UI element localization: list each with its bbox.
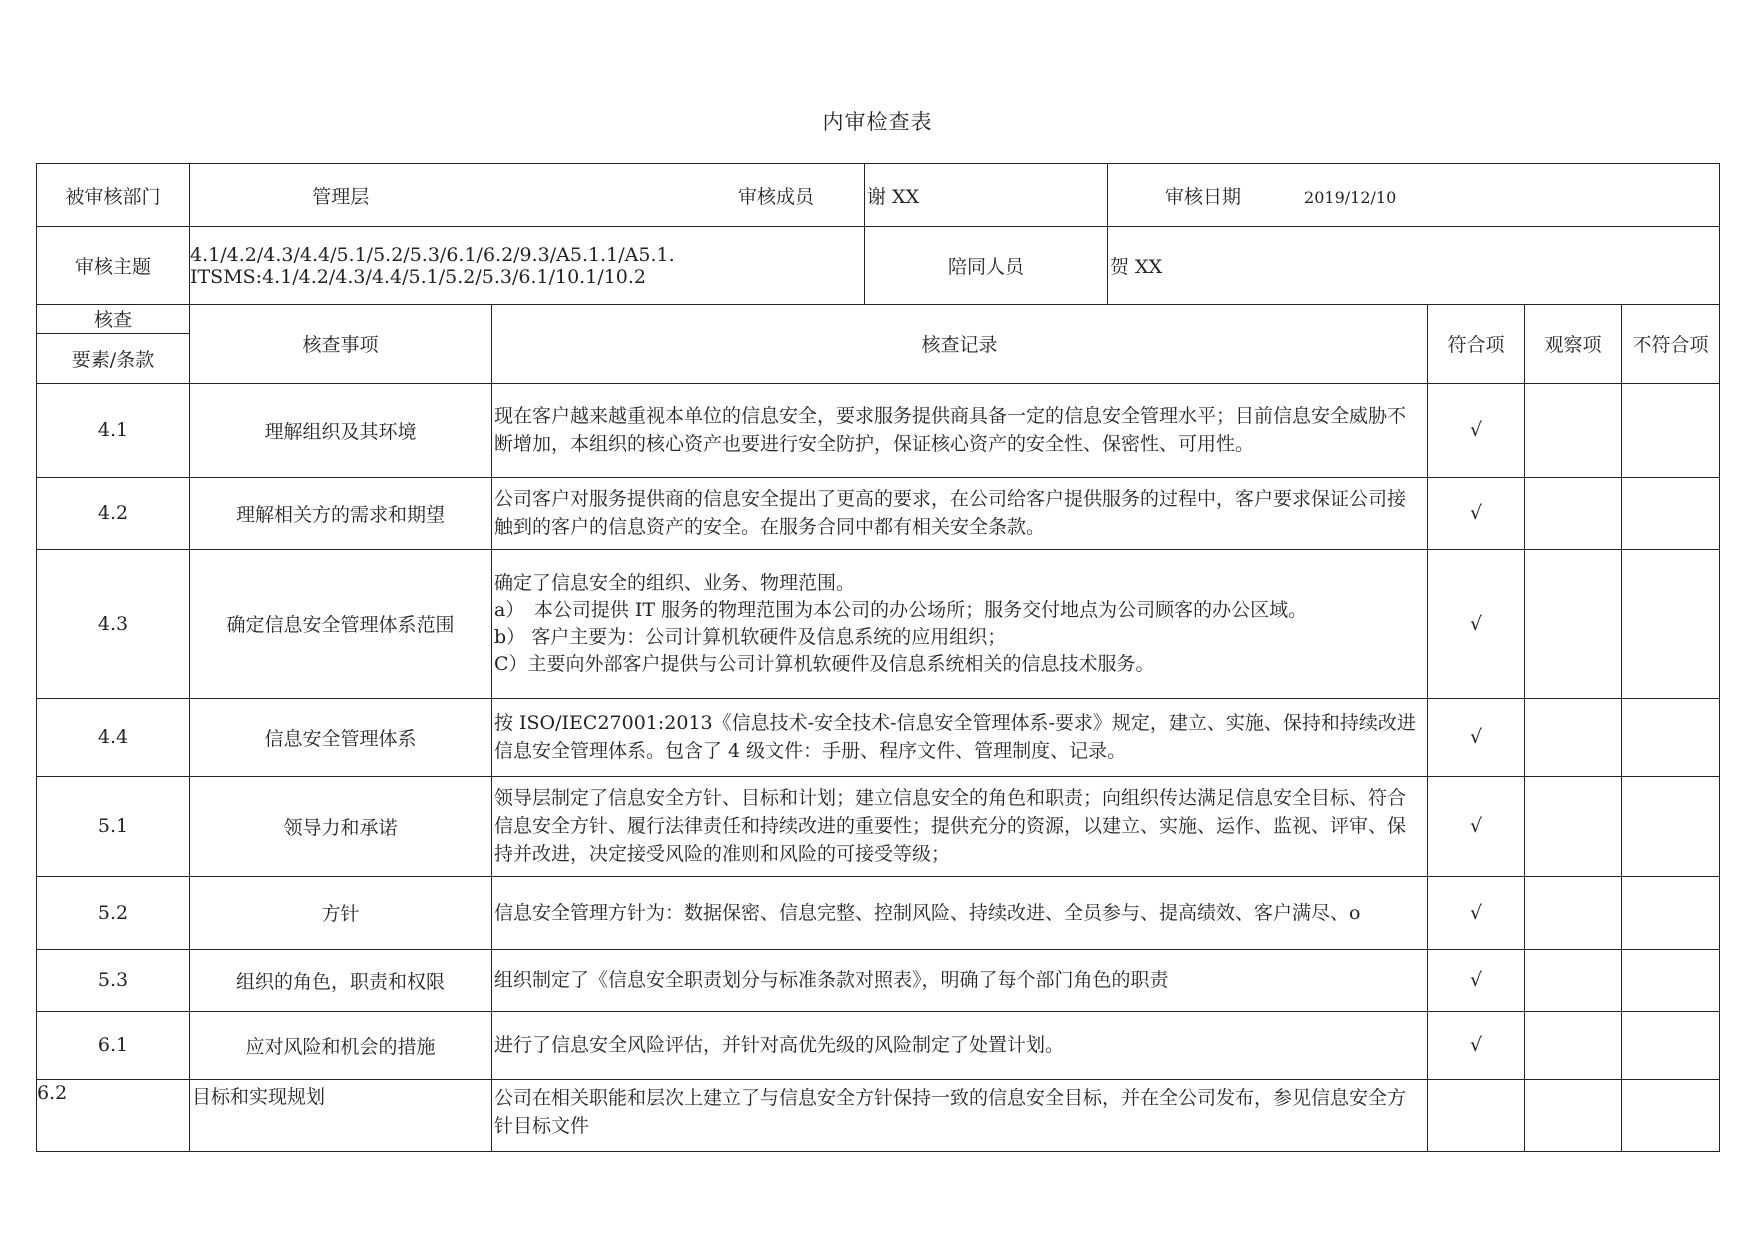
topic-line-2: ITSMS:4.1/4.2/4.3/4.4/5.1/5.2/5.3/6.1/10.1/10.2 bbox=[190, 265, 647, 288]
record-line: 确定了信息安全的组织、业务、物理范围。 bbox=[494, 571, 856, 594]
companion-label: 陪同人员 bbox=[865, 227, 1108, 305]
nonconform-cell bbox=[1622, 549, 1720, 698]
dept-value: 管理层 bbox=[312, 185, 370, 208]
record-cell bbox=[492, 549, 1428, 698]
record-cell: 公司在相关职能和层次上建立了与信息安全方针保持一致的信息安全目标，并在全公司发布，参见信息安全方针目标文件 bbox=[492, 1079, 1428, 1151]
conform-check: √ bbox=[1428, 698, 1525, 776]
conform-check: √ bbox=[1428, 949, 1525, 1011]
record-cell: 按 ISO/IEC27001:2013《信息技术-安全技术-信息安全管理体系-要求》规定，建立、实施、保持和持续改进信息安全管理体系。包含了 4 级文件：手册、程序文件、管理制度、记录。 bbox=[492, 698, 1428, 776]
member-value: 谢 XX bbox=[865, 164, 1108, 227]
checklist-table bbox=[36, 305, 1720, 1152]
conform-check: √ bbox=[1428, 776, 1525, 876]
table-row bbox=[37, 1011, 1720, 1079]
item-cell: 应对风险和机会的措施 bbox=[190, 1011, 492, 1079]
col-nonconform: 不符合项 bbox=[1622, 305, 1720, 383]
observe-cell bbox=[1525, 949, 1622, 1011]
record-cell: 现在客户越来越重视本单位的信息安全，要求服务提供商具备一定的信息安全管理水平；目前信息安全威胁不断增加，本组织的核心资产也要进行安全防护，保证核心资产的安全性、保密性、可用性。 bbox=[492, 383, 1428, 477]
clause-cell: 4.3 bbox=[37, 549, 190, 698]
topic-line-1: 4.1/4.2/4.3/4.4/5.1/5.2/5.3/6.1/6.2/9.3/A5.1.1/A5.1. bbox=[190, 243, 675, 266]
date-label: 审核日期 bbox=[1164, 185, 1241, 208]
nonconform-cell bbox=[1622, 477, 1720, 549]
topic-label: 审核主题 bbox=[37, 227, 190, 305]
item-cell: 目标和实现规划 bbox=[190, 1079, 492, 1151]
item-cell: 确定信息安全管理体系范围 bbox=[190, 549, 492, 698]
nonconform-cell bbox=[1622, 949, 1720, 1011]
item-cell: 信息安全管理体系 bbox=[190, 698, 492, 776]
conform-check: √ bbox=[1428, 383, 1525, 477]
observe-cell bbox=[1525, 477, 1622, 549]
conform-check: √ bbox=[1428, 1011, 1525, 1079]
date-cell bbox=[1108, 164, 1720, 227]
item-cell: 理解相关方的需求和期望 bbox=[190, 477, 492, 549]
clause-cell: 5.1 bbox=[37, 776, 190, 876]
companion-value: 贺 XX bbox=[1108, 227, 1720, 305]
observe-cell bbox=[1525, 383, 1622, 477]
conform-check: √ bbox=[1428, 477, 1525, 549]
observe-cell bbox=[1525, 776, 1622, 876]
observe-cell bbox=[1525, 1079, 1622, 1151]
record-cell: 公司客户对服务提供商的信息安全提出了更高的要求，在公司给客户提供服务的过程中，客户要求保证公司接触到的客户的信息资产的安全。在服务合同中都有相关安全条款。 bbox=[492, 477, 1428, 549]
table-row bbox=[37, 698, 1720, 776]
clause-cell: 6.2 bbox=[37, 1079, 190, 1151]
table-row bbox=[37, 383, 1720, 477]
header-table bbox=[36, 163, 1720, 305]
date-value: 2019/12/10 bbox=[1304, 187, 1397, 207]
conform-check bbox=[1428, 1079, 1525, 1151]
record-cell: 领导层制定了信息安全方针、目标和计划；建立信息安全的角色和职责；向组织传达满足信息安全目标、符合信息安全方针、履行法律责任和持续改进的重要性；提供充分的资源，以建立、实施、运作、监视、评审、保持并改进，决定接受风险的准则和风险的可接受等级； bbox=[492, 776, 1428, 876]
item-cell: 方针 bbox=[190, 876, 492, 949]
record-cell: 组织制定了《信息安全职责划分与标准条款对照表》，明确了每个部门角色的职责 bbox=[492, 949, 1428, 1011]
item-cell: 领导力和承诺 bbox=[190, 776, 492, 876]
page-title: 内审检查表 bbox=[822, 110, 933, 134]
conform-check: √ bbox=[1428, 549, 1525, 698]
topic-value bbox=[190, 227, 865, 305]
table-row bbox=[37, 549, 1720, 698]
table-row bbox=[37, 949, 1720, 1011]
item-cell: 组织的角色，职责和权限 bbox=[190, 949, 492, 1011]
audit-sheet bbox=[36, 163, 1719, 1152]
col-item: 核查事项 bbox=[190, 305, 492, 383]
table-row bbox=[37, 776, 1720, 876]
table-row bbox=[37, 477, 1720, 549]
clause-cell: 5.2 bbox=[37, 876, 190, 949]
record-line: C）主要向外部客户提供与公司计算机软硬件及信息系统相关的信息技术服务。 bbox=[494, 652, 1155, 675]
nonconform-cell bbox=[1622, 876, 1720, 949]
nonconform-cell bbox=[1622, 776, 1720, 876]
dept-label: 被审核部门 bbox=[37, 164, 190, 227]
conform-check: √ bbox=[1428, 876, 1525, 949]
observe-cell bbox=[1525, 698, 1622, 776]
nonconform-cell bbox=[1622, 1079, 1720, 1151]
observe-cell bbox=[1525, 1011, 1622, 1079]
nonconform-cell bbox=[1622, 383, 1720, 477]
item-cell: 理解组织及其环境 bbox=[190, 383, 492, 477]
clause-cell: 4.2 bbox=[37, 477, 190, 549]
col-clause-top: 核查 bbox=[37, 305, 190, 333]
clause-cell: 4.1 bbox=[37, 383, 190, 477]
dept-cell bbox=[190, 164, 865, 227]
nonconform-cell bbox=[1622, 698, 1720, 776]
record-cell: 信息安全管理方针为：数据保密、信息完整、控制风险、持续改进、全员参与、提高绩效、客户满尽、o bbox=[492, 876, 1428, 949]
col-conform: 符合项 bbox=[1428, 305, 1525, 383]
table-row bbox=[37, 876, 1720, 949]
member-label: 审核成员 bbox=[737, 185, 814, 208]
col-clause-bottom: 要素/条款 bbox=[37, 333, 190, 383]
clause-cell: 4.4 bbox=[37, 698, 190, 776]
record-line: a） 本公司提供 IT 服务的物理范围为本公司的办公场所；服务交付地点为公司顾客的办公区域。 bbox=[494, 598, 1308, 621]
table-row bbox=[37, 1079, 1720, 1151]
observe-cell bbox=[1525, 549, 1622, 698]
col-record: 核查记录 bbox=[492, 305, 1428, 383]
clause-cell: 6.1 bbox=[37, 1011, 190, 1079]
nonconform-cell bbox=[1622, 1011, 1720, 1079]
record-line: b） 客户主要为：公司计算机软硬件及信息系统的应用组织； bbox=[494, 625, 1007, 648]
clause-cell: 5.3 bbox=[37, 949, 190, 1011]
record-cell: 进行了信息安全风险评估，并针对高优先级的风险制定了处置计划。 bbox=[492, 1011, 1428, 1079]
col-observe: 观察项 bbox=[1525, 305, 1622, 383]
observe-cell bbox=[1525, 876, 1622, 949]
